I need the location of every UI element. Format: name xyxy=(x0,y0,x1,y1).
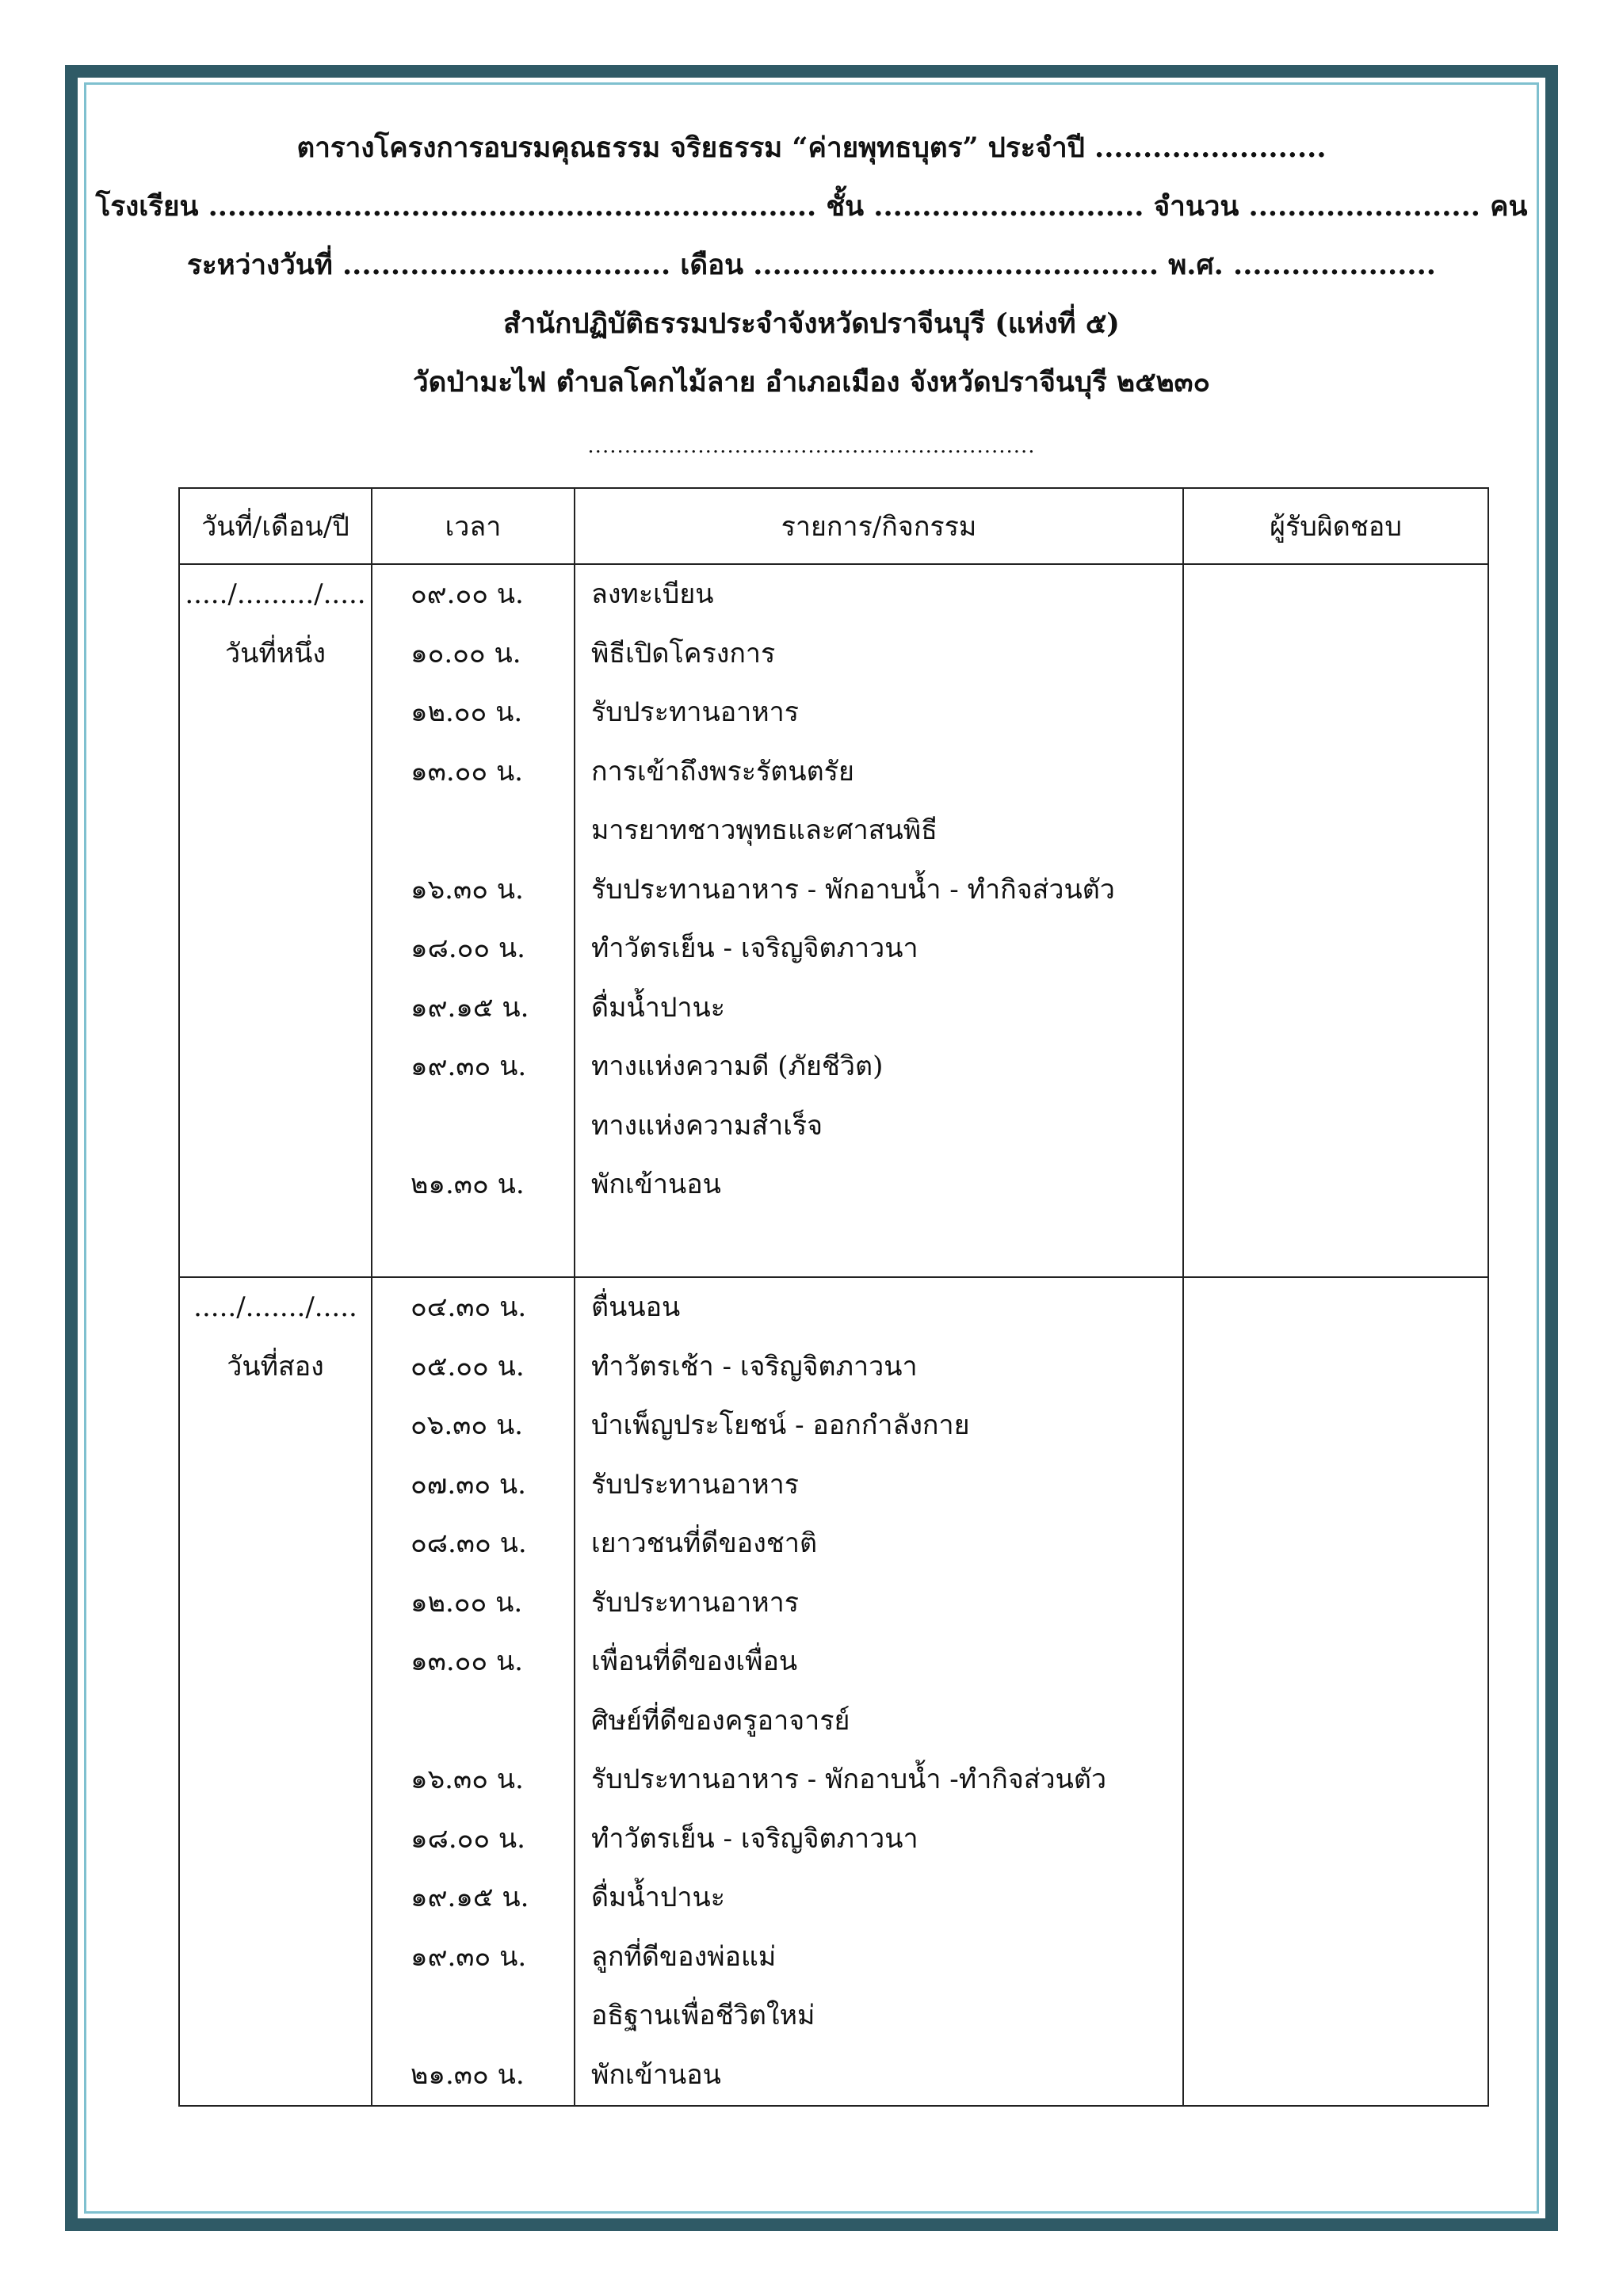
time-entry: ๐๗.๓๐ น. xyxy=(411,1468,526,1501)
day-one-responsible-cell xyxy=(1183,564,1488,1277)
time-entry: ๑๖.๓๐ น. xyxy=(411,1764,524,1795)
time-entry: ๑๖.๓๐ น. xyxy=(411,873,524,906)
activity-entry: บำเพ็ญประโยชน์ - ออกกำลังกาย xyxy=(591,1409,970,1441)
header-responsible: ผู้รับผิดชอบ xyxy=(1183,488,1488,564)
time-entry: ๑๘.๐๐ น. xyxy=(411,1822,525,1855)
day-two-row xyxy=(179,1277,1488,2106)
activity-entry: รับประทานอาหาร xyxy=(591,696,799,728)
activity-entry: ทางแห่งความสำเร็จ xyxy=(591,1109,823,1142)
school-line: โรงเรียน ............................................................... ชั้น ............................ จำนวน ........................ คน xyxy=(95,190,1528,223)
time-entry: ๐๔.๓๐ น. xyxy=(411,1291,527,1323)
time-entry xyxy=(372,1986,574,2046)
activity-entry: ลงทะเบียน xyxy=(591,578,714,610)
day-two-date-cell xyxy=(179,1277,372,2106)
activity-entry: รับประทานอาหาร - พักอาบน้ำ - ทำกิจส่วนตัว xyxy=(591,873,1115,906)
header-date: วันที่/เดือน/ปี xyxy=(179,488,372,564)
activity-entry: ศิษย์ที่ดีของครูอาจารย์ xyxy=(591,1704,850,1737)
day-label: วันที่หนึ่ง xyxy=(224,637,326,669)
time-entry: ๑๙.๑๕ น. xyxy=(411,991,529,1024)
time-entry: ๑๓.๐๐ น. xyxy=(411,1646,523,1677)
activity-entry: ดื่มน้ำปานะ xyxy=(591,991,726,1024)
time-entry xyxy=(372,1691,574,1751)
time-entry: ๑๘.๐๐ น. xyxy=(411,933,525,964)
time-entry: ๑๙.๓๐ น. xyxy=(411,1940,527,1973)
time-entry: ๑๙.๑๕ น. xyxy=(411,1882,529,1913)
time-entry: ๑๒.๐๐ น. xyxy=(411,696,523,728)
activity-entry: พักเข้านอน xyxy=(591,1169,721,1200)
day-one-activity-cell xyxy=(575,564,1183,1277)
dotted-separator: ............................................................. xyxy=(587,434,1036,458)
time-entry: ๒๑.๓๐ น. xyxy=(411,2058,525,2091)
time-entry: ๒๑.๓๐ น. xyxy=(411,1169,525,1200)
activity-entry: ลูกที่ดีของพ่อแม่ xyxy=(591,1940,777,1973)
time-entry xyxy=(372,1097,574,1156)
day-date: ...../........./..... xyxy=(185,578,366,610)
day-one-time-cell xyxy=(372,564,575,1277)
activity-entry: ดื่มน้ำปานะ xyxy=(591,1882,726,1913)
activity-entry: มารยาทชาวพุทธและศาสนพิธี xyxy=(591,814,938,846)
title-line: ตารางโครงการอบรมคุณธรรม จริยธรรม “ค่ายพุทธบุตร” ประจำปี ........................ xyxy=(296,132,1327,164)
time-entry: ๐๘.๓๐ น. xyxy=(411,1527,527,1559)
activity-entry: อธิฐานเพื่อชีวิตใหม่ xyxy=(591,2000,815,2031)
activity-entry: ทำวัตรเย็น - เจริญจิตภาวนา xyxy=(591,933,918,964)
activity-entry: ทางแห่งความดี (ภัยชีวิต) xyxy=(591,1051,884,1082)
activity-entry: รับประทานอาหาร - พักอาบน้ำ -ทำกิจส่วนตัว xyxy=(591,1764,1107,1795)
activity-entry: ทำวัตรเย็น - เจริญจิตภาวนา xyxy=(591,1822,918,1855)
time-entry: ๑๒.๐๐ น. xyxy=(411,1586,523,1619)
time-entry: ๑๐.๐๐ น. xyxy=(411,637,521,669)
address-line: วัดป่ามะไฟ ตำบลโคกไม้ลาย อำเภอเมือง จังหวัดปราจีนบุรี ๒๕๒๓๐ xyxy=(413,366,1210,399)
time-entry: ๑๓.๐๐ น. xyxy=(411,755,523,788)
activity-entry: ตื่นนอน xyxy=(591,1291,681,1323)
activity-entry: พักเข้านอน xyxy=(591,2058,721,2091)
day-date: ...../......./..... xyxy=(193,1291,357,1323)
schedule-table xyxy=(178,487,1489,2107)
venue-line: สำนักปฏิบัติธรรมประจำจังหวัดปราจีนบุรี (แห่งที่ ๕) xyxy=(503,307,1120,340)
date-range-line: ระหว่างวันที่ .................................. เดือน .......................................... พ.ศ. ..................... xyxy=(187,249,1436,281)
header-activity: รายการ/กิจกรรม xyxy=(575,488,1183,564)
activity-entry: รับประทานอาหาร xyxy=(591,1586,799,1619)
document-header xyxy=(84,119,1539,412)
activity-entry: ทำวัตรเช้า - เจริญจิตภาวนา xyxy=(591,1350,918,1383)
activity-entry: รับประทานอาหาร xyxy=(591,1468,799,1501)
time-entry: ๐๖.๓๐ น. xyxy=(411,1409,523,1441)
day-one-date-cell xyxy=(179,564,372,1277)
activity-entry: พิธีเปิดโครงการ xyxy=(591,637,776,669)
time-entry: ๐๕.๐๐ น. xyxy=(411,1350,525,1383)
table-header-row xyxy=(179,488,1488,564)
activity-entry: เยาวชนที่ดีของชาติ xyxy=(591,1527,818,1559)
time-entry xyxy=(372,801,574,860)
day-label: วันที่สอง xyxy=(227,1350,324,1383)
day-two-time-cell xyxy=(372,1277,575,2106)
time-entry: ๑๙.๓๐ น. xyxy=(411,1051,527,1082)
activity-entry: การเข้าถึงพระรัตนตรัย xyxy=(591,755,854,788)
day-one-row xyxy=(179,564,1488,1277)
day-two-responsible-cell xyxy=(1183,1277,1488,2106)
activity-entry: เพื่อนที่ดีของเพื่อน xyxy=(591,1646,798,1677)
header-time: เวลา xyxy=(372,488,575,564)
time-entry: ๐๙.๐๐ น. xyxy=(411,578,524,610)
day-two-activity-cell xyxy=(575,1277,1183,2106)
